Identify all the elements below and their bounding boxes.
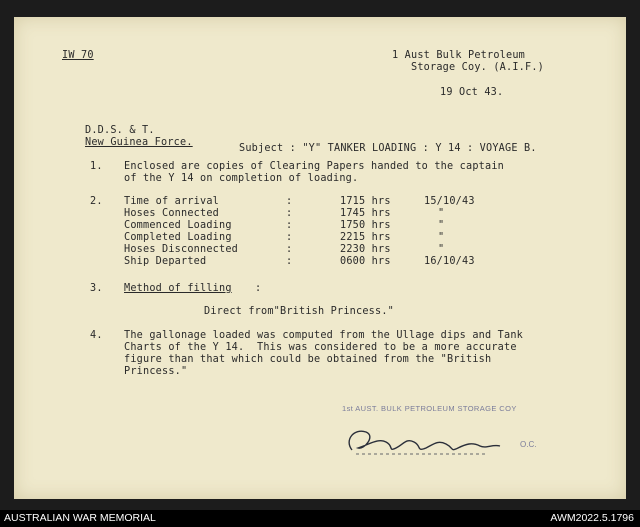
schedule-time: 1750 hrs: [340, 220, 391, 231]
schedule-date: 16/10/43: [424, 256, 475, 267]
schedule-date: ": [438, 244, 445, 255]
archive-footer: [0, 510, 640, 527]
schedule-date: ": [438, 208, 445, 219]
para3-heading: Method of filling: [124, 283, 232, 294]
schedule-sep: :: [286, 244, 293, 255]
para3-text: Direct from"British Princess.": [204, 306, 395, 317]
schedule-time: 1745 hrs: [340, 208, 391, 219]
schedule-sep: :: [286, 196, 293, 207]
para3-number: 3.: [90, 283, 103, 294]
para4-line2: Charts of the Y 14. This was considered to be a more accurate: [124, 342, 517, 353]
para4-number: 4.: [90, 330, 103, 341]
archive-name: AUSTRALIAN WAR MEMORIAL: [4, 512, 156, 524]
schedule-event: Hoses Disconnected: [124, 244, 239, 255]
schedule-time: 0600 hrs: [340, 256, 391, 267]
para1-line2: of the Y 14 on completion of loading.: [124, 173, 359, 184]
file-reference: IW 70: [62, 50, 94, 61]
schedule-date: ": [438, 220, 445, 231]
para4-line3: figure than that which could be obtained from the "British: [124, 354, 492, 365]
handwritten-signature: [336, 420, 526, 460]
para4-line1: The gallonage loaded was computed from the Ullage dips and Tank: [124, 330, 524, 341]
schedule-time: 2215 hrs: [340, 232, 391, 243]
document-page: [14, 17, 626, 499]
addressee-line2: New Guinea Force.: [85, 137, 193, 148]
schedule-sep: :: [286, 256, 293, 267]
schedule-date: ": [438, 232, 445, 243]
schedule-event: Time of arrival: [124, 196, 220, 207]
subject-line: Subject : "Y" TANKER LOADING : Y 14 : VOYAGE B.: [239, 143, 537, 154]
para1-number: 1.: [90, 161, 103, 172]
schedule-event: Ship Departed: [124, 256, 207, 267]
para4-line4: Princess.": [124, 366, 188, 377]
para3-colon: :: [255, 283, 262, 294]
addressee-line1: D.D.S. & T.: [85, 125, 155, 136]
letter-date: 19 Oct 43.: [440, 87, 504, 98]
schedule-date: 15/10/43: [424, 196, 475, 207]
unit-name-line2: Storage Coy. (A.I.F.): [411, 62, 545, 73]
schedule-event: Commenced Loading: [124, 220, 232, 231]
schedule-sep: :: [286, 232, 293, 243]
para1-line1: Enclosed are copies of Clearing Papers handed to the captain: [124, 161, 505, 172]
signature-rank: O.C.: [520, 440, 537, 449]
schedule-time: 1715 hrs: [340, 196, 391, 207]
para2-number: 2.: [90, 196, 103, 207]
schedule-event: Hoses Connected: [124, 208, 220, 219]
unit-name-line1: 1 Aust Bulk Petroleum: [392, 50, 526, 61]
schedule-sep: :: [286, 208, 293, 219]
schedule-sep: :: [286, 220, 293, 231]
schedule-time: 2230 hrs: [340, 244, 391, 255]
unit-stamp: 1st AUST. BULK PETROLEUM STORAGE COY: [342, 404, 517, 413]
archive-id: AWM2022.5.1796: [550, 512, 634, 524]
schedule-event: Completed Loading: [124, 232, 232, 243]
